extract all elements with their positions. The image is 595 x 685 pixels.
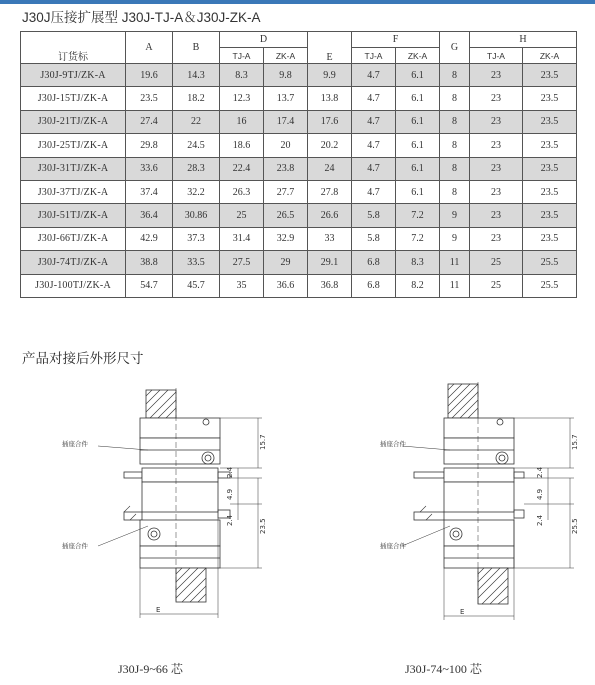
table-row: [21, 251, 577, 274]
value-cell: 6.1: [396, 110, 440, 133]
model-cell: J30J-100TJ/ZK-A: [21, 274, 126, 297]
value-cell: 23.5: [523, 204, 577, 227]
value-cell: 23: [470, 110, 523, 133]
model-cell: J30J-9TJ/ZK-A: [21, 64, 126, 87]
value-cell: 36.4: [126, 204, 173, 227]
value-cell: 25: [470, 274, 523, 297]
value-cell: 8: [440, 157, 470, 180]
dim-top: 15.7: [259, 434, 267, 450]
value-cell: 33: [308, 227, 352, 250]
dim-b: 4.9: [536, 488, 544, 500]
label-top: 插座合件: [380, 440, 406, 448]
label-bottom: 插座合件: [62, 542, 88, 550]
table-row: [21, 227, 577, 250]
value-cell: 30.86: [173, 204, 220, 227]
dim-bottom: 23.5: [259, 518, 267, 534]
header-a: A: [126, 32, 173, 64]
model-cell: J30J-66TJ/ZK-A: [21, 227, 126, 250]
value-cell: 23.5: [523, 157, 577, 180]
value-cell: 8.2: [396, 274, 440, 297]
model-cell: J30J-31TJ/ZK-A: [21, 157, 126, 180]
value-cell: 6.1: [396, 64, 440, 87]
drawing-left: [40, 378, 280, 636]
value-cell: 12.3: [220, 87, 264, 110]
value-cell: 13.8: [308, 87, 352, 110]
value-cell: 4.7: [352, 64, 396, 87]
value-cell: 29.8: [126, 134, 173, 157]
value-cell: 22: [173, 110, 220, 133]
subheader-d-tj: TJ-A: [220, 48, 264, 64]
value-cell: 26.3: [220, 180, 264, 203]
value-cell: 25: [220, 204, 264, 227]
value-cell: 31.4: [220, 227, 264, 250]
value-cell: 4.7: [352, 134, 396, 157]
value-cell: 6.1: [396, 157, 440, 180]
table-row: [21, 134, 577, 157]
caption-right: J30J-74~100 芯: [405, 662, 482, 676]
value-cell: 19.6: [126, 64, 173, 87]
value-cell: 7.2: [396, 204, 440, 227]
dim-top: 15.7: [571, 434, 579, 450]
value-cell: 11: [440, 251, 470, 274]
header-d: D: [220, 32, 308, 48]
value-cell: 37.4: [126, 180, 173, 203]
dim-b: 4.9: [226, 488, 234, 500]
drawing-right: [352, 378, 592, 636]
value-cell: 8.3: [220, 64, 264, 87]
value-cell: 4.7: [352, 87, 396, 110]
value-cell: 16: [220, 110, 264, 133]
value-cell: 26.6: [308, 204, 352, 227]
value-cell: 18.6: [220, 134, 264, 157]
value-cell: 4.7: [352, 110, 396, 133]
value-cell: 23: [470, 180, 523, 203]
dim-a: 2.4: [536, 466, 544, 478]
value-cell: 23.5: [523, 110, 577, 133]
value-cell: 28.3: [173, 157, 220, 180]
value-cell: 6.1: [396, 134, 440, 157]
value-cell: 23: [470, 157, 523, 180]
value-cell: 4.7: [352, 180, 396, 203]
value-cell: 4.7: [352, 157, 396, 180]
model-cell: J30J-25TJ/ZK-A: [21, 134, 126, 157]
value-cell: 37.3: [173, 227, 220, 250]
value-cell: 17.6: [308, 110, 352, 133]
value-cell: 6.1: [396, 87, 440, 110]
header-f: F: [352, 32, 440, 48]
value-cell: 9.8: [264, 64, 308, 87]
subheader-h-tj: TJ-A: [470, 48, 523, 64]
value-cell: 25: [470, 251, 523, 274]
model-cell: J30J-74TJ/ZK-A: [21, 251, 126, 274]
table-body: [21, 64, 577, 298]
value-cell: 20.2: [308, 134, 352, 157]
value-cell: 25.5: [523, 251, 577, 274]
value-cell: 23.5: [523, 227, 577, 250]
value-cell: 42.9: [126, 227, 173, 250]
value-cell: 45.7: [173, 274, 220, 297]
value-cell: 6.1: [396, 180, 440, 203]
value-cell: 35: [220, 274, 264, 297]
model-cell: J30J-51TJ/ZK-A: [21, 204, 126, 227]
value-cell: 23: [470, 87, 523, 110]
value-cell: 23.5: [126, 87, 173, 110]
value-cell: 38.8: [126, 251, 173, 274]
label-bottom: 插座合件: [380, 542, 406, 550]
page-title: J30J压接扩展型 J30J-TJ-A＆J30J-ZK-A: [22, 10, 261, 25]
value-cell: 27.7: [264, 180, 308, 203]
value-cell: 18.2: [173, 87, 220, 110]
subheader-f-zk: ZK-A: [396, 48, 440, 64]
header-accent-bar: [0, 0, 595, 4]
header-g: G: [440, 32, 470, 64]
value-cell: 33.5: [173, 251, 220, 274]
value-cell: 9: [440, 204, 470, 227]
value-cell: 54.7: [126, 274, 173, 297]
table-row: [21, 204, 577, 227]
value-cell: 36.8: [308, 274, 352, 297]
value-cell: 8: [440, 87, 470, 110]
value-cell: 22.4: [220, 157, 264, 180]
value-cell: 23.5: [523, 64, 577, 87]
caption-left: J30J-9~66 芯: [118, 662, 183, 676]
value-cell: 27.4: [126, 110, 173, 133]
table-row: [21, 274, 577, 297]
table-row: [21, 157, 577, 180]
value-cell: 23: [470, 134, 523, 157]
value-cell: 8: [440, 64, 470, 87]
value-cell: 23: [470, 64, 523, 87]
value-cell: 6.8: [352, 251, 396, 274]
table-row: [21, 87, 577, 110]
dim-c: 2.4: [226, 514, 234, 526]
value-cell: 8: [440, 110, 470, 133]
value-cell: 8.3: [396, 251, 440, 274]
value-cell: 11: [440, 274, 470, 297]
value-cell: 23.8: [264, 157, 308, 180]
model-cell: J30J-21TJ/ZK-A: [21, 110, 126, 133]
value-cell: 14.3: [173, 64, 220, 87]
dim-a: 2.4: [226, 466, 234, 478]
dimension-table: [20, 31, 577, 298]
header-h: H: [470, 32, 577, 48]
value-cell: 24.5: [173, 134, 220, 157]
value-cell: 13.7: [264, 87, 308, 110]
value-cell: 8: [440, 134, 470, 157]
value-cell: 26.5: [264, 204, 308, 227]
value-cell: 27.8: [308, 180, 352, 203]
subheader-d-zk: ZK-A: [264, 48, 308, 64]
model-cell: J30J-37TJ/ZK-A: [21, 180, 126, 203]
value-cell: 29.1: [308, 251, 352, 274]
value-cell: 23: [470, 227, 523, 250]
dim-bottom: 25.5: [571, 518, 579, 534]
value-cell: 36.6: [264, 274, 308, 297]
value-cell: 23: [470, 204, 523, 227]
header-e: E: [308, 32, 352, 64]
value-cell: 33.6: [126, 157, 173, 180]
value-cell: 7.2: [396, 227, 440, 250]
value-cell: 6.8: [352, 274, 396, 297]
value-cell: 23.5: [523, 180, 577, 203]
value-cell: 32.2: [173, 180, 220, 203]
value-cell: 25.5: [523, 274, 577, 297]
label-top: 插座合件: [62, 440, 88, 448]
dim-e: E: [460, 608, 465, 616]
value-cell: 29: [264, 251, 308, 274]
value-cell: 23.5: [523, 87, 577, 110]
value-cell: 9: [440, 227, 470, 250]
value-cell: 32.9: [264, 227, 308, 250]
model-cell: J30J-15TJ/ZK-A: [21, 87, 126, 110]
header-b: B: [173, 32, 220, 64]
header-model: 订货标: [21, 32, 126, 64]
value-cell: 17.4: [264, 110, 308, 133]
table-row: [21, 64, 577, 87]
table-row: [21, 180, 577, 203]
value-cell: 5.8: [352, 204, 396, 227]
value-cell: 20: [264, 134, 308, 157]
dim-c: 2.4: [536, 514, 544, 526]
value-cell: 23.5: [523, 134, 577, 157]
value-cell: 9.9: [308, 64, 352, 87]
value-cell: 8: [440, 180, 470, 203]
value-cell: 27.5: [220, 251, 264, 274]
subheader-f-tj: TJ-A: [352, 48, 396, 64]
value-cell: 5.8: [352, 227, 396, 250]
dim-e: E: [156, 606, 161, 614]
subheader-h-zk: ZK-A: [523, 48, 577, 64]
section-title: 产品对接后外形尺寸: [22, 351, 144, 366]
value-cell: 24: [308, 157, 352, 180]
table-row: [21, 110, 577, 133]
